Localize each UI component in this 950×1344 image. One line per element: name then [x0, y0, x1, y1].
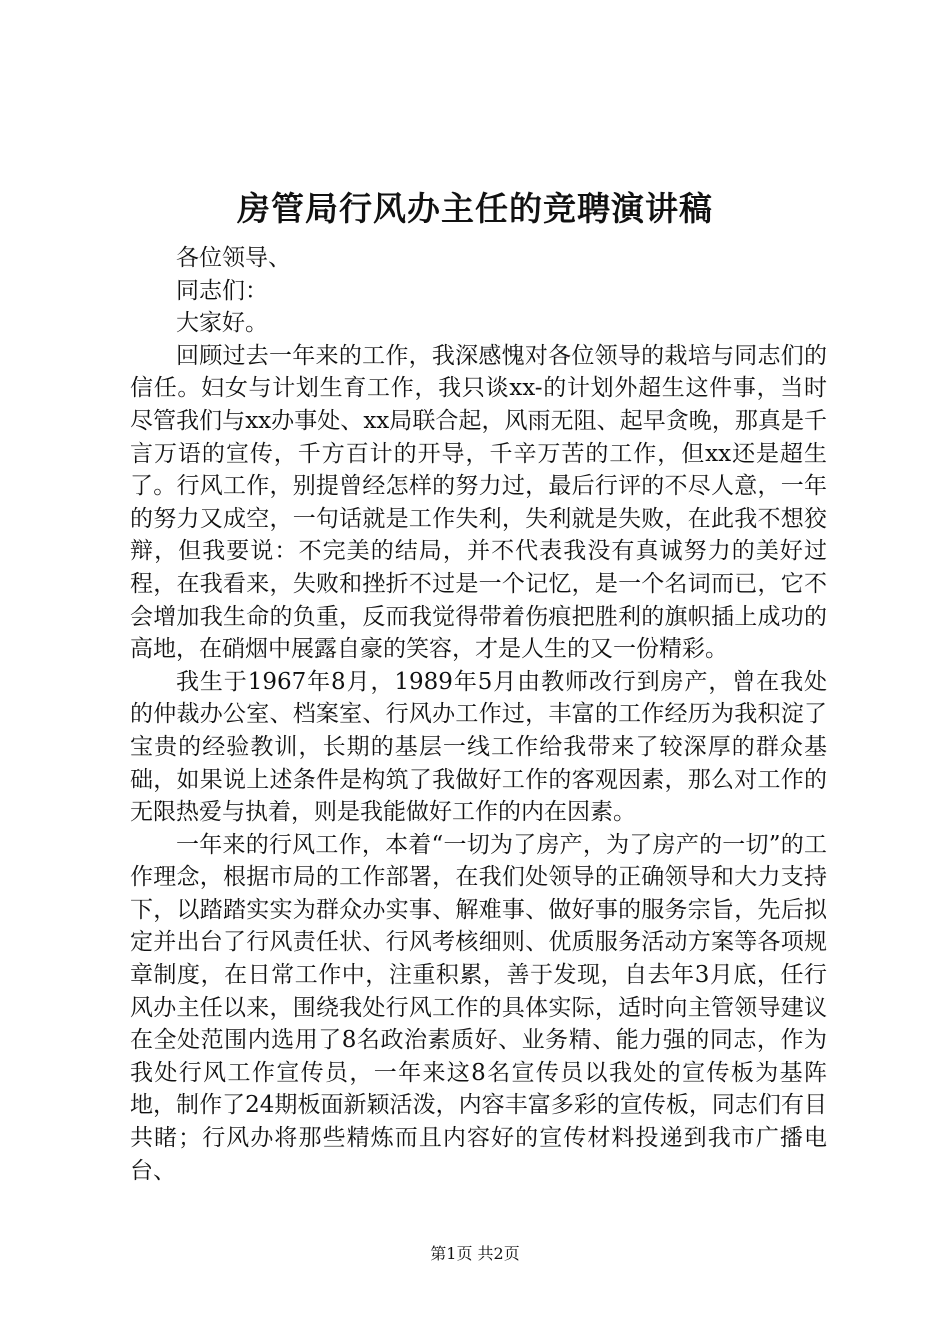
- salutation-line: 大家好。: [176, 310, 268, 337]
- salutation-line: 各位领导、: [176, 245, 291, 271]
- salutation-line: 同志们：: [176, 277, 268, 304]
- document-body: [130, 242, 827, 1187]
- body-paragraph: 我生于1967年8月，1989年5月由教师改行到房产，曾在我处的仲裁办公室、档案室、行风办工作过，丰富的工作经历为我积淀了宝贵的经验教训，长期的基层一线工作给我带来了较深厚的群众基础，如果说上述条件是构筑了我做好工作的客观因素，那么对工作的无限热爱与执着，则是我能做好工作的内在因素。: [130, 668, 827, 826]
- body-paragraph: 回顾过去一年来的工作，我深感愧对各位领导的栽培与同志们的信任。妇女与计划生育工作，我只谈xx-的计划外超生这件事，当时尽管我们与xx办事处、xx局联合起，风雨无阻、起早贪晚，那真是千言万语的宣传，千方百计的开导，千辛万苦的工作，但xx还是超生了。行风工作，别提曾经怎样的努力过，最后行评的不尽人意，一年的努力又成空，一句话就是工作失利，失利就是失败，在此我不想狡辩，但我要说：不完美的结局，并不代表我没有真诚努力的美好过程，在我看来，失败和挫折不过是一个记忆，是一个名词而已，它不会增加我生命的负重，反而我觉得带着伤痕把胜利的旗帜插上成功的高地，在硝烟中展露自豪的笑容，才是人生的又一份精彩。: [130, 342, 827, 663]
- body-paragraph: 一年来的行风工作，本着“一切为了房产，为了房产的一切”的工作理念，根据市局的工作部署，在我们处领导的正确领导和大力支持下，以踏踏实实为群众办实事、解难事、做好事的服务宗旨，先后拟定并出台了行风责任状、行风考核细则、优质服务活动方案等各项规章制度，在日常工作中，注重积累，善于发现，自去年3月底，任行风办主任以来，围绕我处行风工作的具体实际，适时向主管领导建议在全处范围内选用了8名政治素质好、业务精、能力强的同志，作为我处行风工作宣传员，一年来这8名宣传员以我处的宣传板为基阵地，制作了24期板面新颖活泼，内容丰富多彩的宣传板，同志们有目共睹；行风办将那些精炼而且内容好的宣传材料投递到我市广播电台、: [130, 831, 827, 1184]
- page-footer: 第1页 共2页: [430, 1244, 520, 1263]
- document-title: 房管局行风办主任的竞聘演讲稿: [237, 189, 713, 228]
